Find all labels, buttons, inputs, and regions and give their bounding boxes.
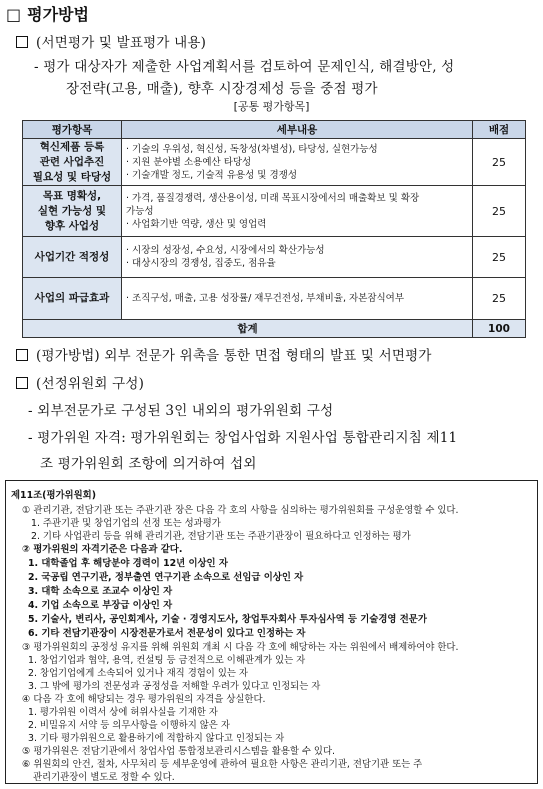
title-text: 평가방법	[27, 5, 89, 24]
regulation-line: 1. 평가위원 이력서 상에 허위사실을 기재한 자	[28, 707, 218, 718]
category-line: 목표 명확성,	[42, 189, 102, 202]
table-row	[23, 278, 526, 320]
evaluation-table	[22, 120, 526, 338]
section3-line1: - 외부전문가로 구성된 3인 내외의 평가위원회 구성	[28, 403, 334, 419]
regulation-line: ⑤ 평가위원은 전담기관에서 창업사업 통합정보관리시스템을 활용할 수 있다.	[22, 746, 335, 757]
regulation-line: 3. 그 밖에 평가의 전문성과 공정성을 저해할 우려가 있다고 인정되는 자	[28, 681, 321, 692]
regulation-line: ⑥ 위원회의 안건, 절차, 사무처리 등 세부운영에 관하여 필요한 사항은 관리기관, 전담기관 또는 주	[22, 759, 423, 770]
detail-line: · 지원 분야별 소용예산 타당성	[126, 156, 252, 168]
detail-line: · 조직구성, 매출, 고용 성장률/ 재무건전성, 부채비율, 자본잠식여부	[126, 293, 405, 304]
category-line: 사업의 파급효과	[34, 292, 110, 304]
regulation-line: 1. 창업기업과 협약, 용역, 컨설팅 등 금전적으로 이해관계가 있는 자	[28, 655, 306, 666]
regulation-box	[5, 480, 538, 784]
regulation-line: 1. 대학졸업 후 해당분야 경력이 12년 이상인 자	[28, 558, 228, 569]
section1-heading	[16, 31, 206, 51]
section3-heading	[16, 372, 144, 392]
table-row	[23, 139, 526, 186]
total-label: 합계	[23, 320, 473, 338]
regulation-line: 2. 기타 사업관리 등을 위해 관리기관, 전담기관 또는 주관기관장이 필요하다고 인정하는 평가	[31, 531, 411, 542]
table-total-row	[23, 320, 526, 338]
title-box-glyph: □	[6, 5, 22, 24]
category-line: 실현 가능성 및	[37, 204, 107, 217]
regulation-line: ① 관리기관, 전담기관 또는 주관기관 장은 다음 각 호의 사항을 심의하는 평가위원회를 구성운영할 수 있다.	[22, 505, 459, 516]
category-line: 사업기간 적정성	[34, 250, 110, 263]
section2-heading	[16, 344, 432, 364]
table-row	[23, 186, 526, 237]
table-header-row	[23, 121, 526, 139]
regulation-line: 4. 기업 소속으로 부장급 이상인 자	[28, 600, 173, 611]
category-line: 필요성 및 타당성	[32, 170, 112, 183]
category-line: 혁신제품 등록	[39, 140, 105, 153]
row-category	[23, 237, 122, 278]
regulation-line: 2. 국공립 연구기관, 정부출연 연구기관 소속으로 선임급 이상인 자	[28, 572, 304, 583]
header-details: 세부내용	[122, 121, 473, 139]
section1-bullet-line1: - 평가 대상자가 제출한 사업계획서를 검토하여 문제인식, 해결방안, 성	[34, 59, 455, 75]
section1-bullet-line2: 장전략(고용, 매출), 향후 시장경제성 등을 중점 평가	[66, 81, 378, 97]
detail-line: · 가격, 품질경쟁력, 생산용이성, 미래 목표시장에서의 매출확보 및 확장	[126, 192, 420, 204]
header-score: 배점	[473, 121, 526, 139]
regulation-line: ③ 평가위원회의 공정성 유지를 위해 위원회 개최 시 다음 각 호에 해당하는 자는 위원에서 배제하여야 한다.	[22, 642, 459, 653]
row-score: 25	[473, 139, 526, 186]
section2-heading-text: (평가방법) 외부 전문가 위촉을 통한 면접 형태의 발표 및 서면평가	[36, 348, 432, 364]
row-score: 25	[473, 278, 526, 320]
regulation-title: 제11조(평가위원회)	[11, 490, 97, 501]
category-line: 관련 사업추진	[39, 155, 105, 168]
detail-line: · 기술개발 정도, 기술적 유용성 및 경쟁성	[126, 169, 297, 181]
row-details	[122, 278, 473, 320]
row-details	[122, 139, 473, 186]
regulation-line: 1. 주관기관 및 창업기업의 선정 또는 성과평가	[31, 518, 221, 529]
regulation-line: 5. 기술사, 변리사, 공인회계사, 기술 · 경영지도사, 창업투자회사 투자심사역 등 기술경영 전문가	[28, 614, 427, 625]
detail-line: · 기술의 우위성, 혁신성, 독창성(차별성), 타당성, 실현가능성	[126, 143, 378, 155]
regulation-line: ② 평가위원의 자격기준은 다음과 같다.	[22, 544, 183, 555]
section1-heading-text: (서면평가 및 발표평가 내용)	[36, 35, 207, 51]
detail-line: 가능성	[126, 205, 154, 217]
detail-line: · 사업화기반 역량, 생산 및 영업력	[126, 218, 267, 230]
regulation-line: ④ 다음 각 호에 해당되는 경우 평가위원의 자격을 상실한다.	[22, 694, 266, 705]
detail-line: · 시장의 성장성, 수요성, 시장에서의 확산가능성	[126, 245, 325, 256]
regulation-line: 3. 기타 평가위원으로 활용하기에 적합하지 않다고 인정되는 자	[28, 733, 285, 744]
checkbox-icon	[16, 349, 28, 361]
regulation-line: 6. 기타 전담기관장이 시장전문가로서 전문성이 있다고 인정하는 자	[28, 628, 306, 639]
row-details	[122, 237, 473, 278]
category-line: 향후 사업성	[44, 219, 100, 232]
section3-line2: - 평가위원 자격: 평가위원회는 창업사업화 지원사업 통합관리지침 제11	[28, 430, 458, 446]
detail-line: · 대상시장의 경쟁성, 집중도, 점유율	[126, 258, 276, 269]
regulation-line: 2. 비밀유지 서약 등 의무사항을 이행하지 않은 자	[28, 720, 230, 731]
row-score: 25	[473, 186, 526, 237]
section3-heading-text: (선정위원회 구성)	[36, 376, 145, 392]
regulation-line: 관리기관장이 별도로 정할 수 있다.	[33, 772, 175, 783]
table-row	[23, 237, 526, 278]
checkbox-icon	[16, 36, 28, 48]
section3-line3: 조 평가위원회 조항에 의거하여 섭외	[40, 456, 257, 472]
checkbox-icon	[16, 377, 28, 389]
table-caption: [공통 평가항목]	[233, 100, 310, 113]
row-category	[23, 186, 122, 237]
row-details	[122, 186, 473, 237]
row-category	[23, 278, 122, 320]
row-score: 25	[473, 237, 526, 278]
regulation-line: 2. 창업기업에게 소속되어 있거나 재직 경험이 있는 자	[28, 668, 248, 679]
header-category: 평가항목	[23, 121, 122, 139]
row-category	[23, 139, 122, 186]
regulation-line: 3. 대학 소속으로 조교수 이상인 자	[28, 586, 173, 597]
total-score: 100	[473, 320, 526, 338]
page-title	[6, 2, 89, 25]
